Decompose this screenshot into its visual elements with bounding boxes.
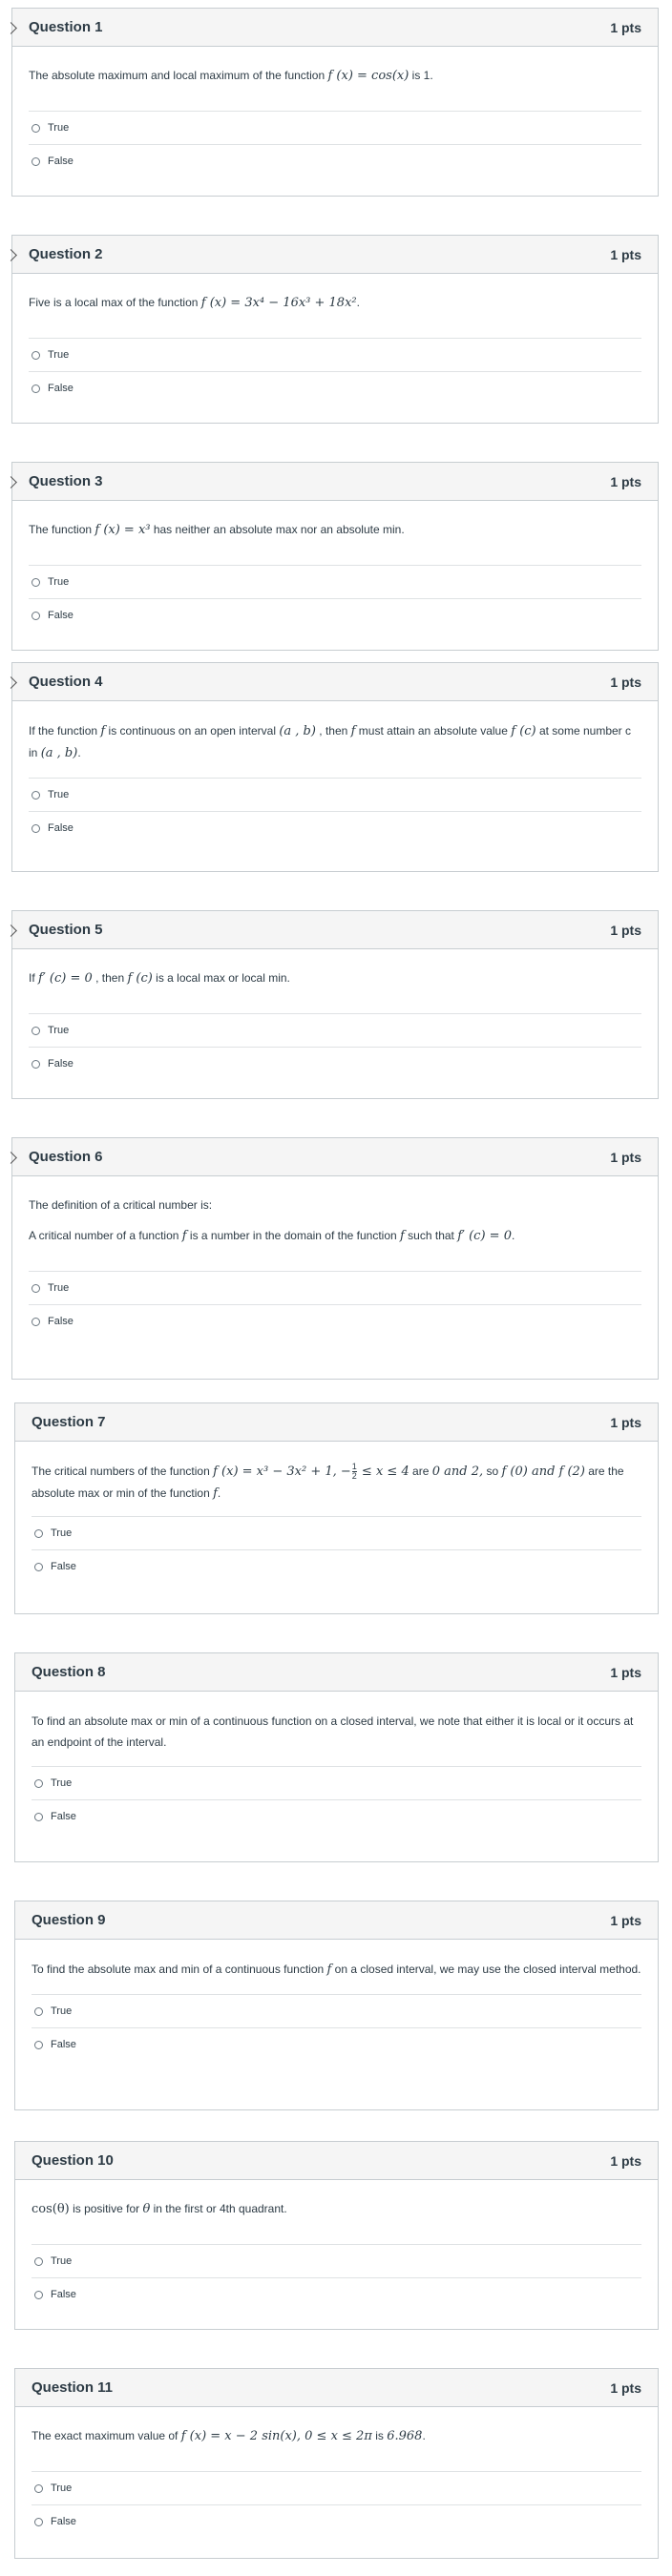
radio-false[interactable] [32, 824, 40, 833]
question-8 [14, 1652, 659, 1862]
question-1 [11, 8, 659, 197]
question-points: 1 pts [610, 246, 641, 262]
radio-false[interactable] [32, 612, 40, 620]
question-6 [11, 1137, 659, 1380]
answer-true[interactable]: True [29, 1271, 641, 1304]
radio-true[interactable] [34, 2484, 43, 2493]
question-title: Question 2 [29, 246, 103, 262]
answer-false[interactable]: False [32, 2277, 641, 2311]
radio-true[interactable] [32, 124, 40, 133]
answer-true[interactable]: True [29, 338, 641, 371]
question-header [15, 1901, 658, 1940]
question-text: The definition of a critical number is: A critical number of a function f is a number in the domain of the function f such that f′ (c) = 0. [29, 1198, 515, 1243]
radio-true[interactable] [34, 2257, 43, 2266]
answer-false[interactable]: False [32, 2027, 641, 2061]
question-points: 1 pts [610, 1149, 641, 1165]
question-header [12, 463, 658, 501]
question-text: The exact maximum value of f (x) = x − 2 sin(x), 0 ≤ x ≤ 2π is 6.968. [32, 2429, 426, 2443]
question-7 [14, 1402, 659, 1614]
question-text: cos(θ) is positive for θ in the first or 4th quadrant. [32, 2202, 287, 2216]
radio-false[interactable] [34, 1563, 43, 1571]
question-points: 1 pts [610, 674, 641, 690]
question-4 [11, 662, 659, 872]
question-9 [14, 1901, 659, 2110]
question-title: Question 3 [29, 473, 103, 489]
answer-true[interactable]: True [29, 111, 641, 144]
answer-true[interactable]: True [29, 1013, 641, 1047]
question-header [12, 1138, 658, 1176]
question-3 [11, 462, 659, 651]
question-11 [14, 2368, 659, 2559]
answer-false[interactable]: False [29, 811, 641, 844]
answer-false[interactable]: False [29, 371, 641, 405]
question-text: The absolute maximum and local maximum of the function f (x) = cos(x) is 1. [29, 69, 433, 83]
answer-true[interactable]: True [32, 2244, 641, 2277]
question-text: The critical numbers of the function f (x) = x³ − 3x² + 1, − $\frac{1}{2}$ ≤ x ≤ 4 are 0 and 2, so f (0) and f (2) are the absolute max or min of the function f. [32, 1462, 624, 1501]
question-text: To find the absolute max and min of a continuous function f on a closed interval, we may use the closed interval method. [32, 1963, 641, 1977]
question-points: 1 pts [610, 2379, 641, 2396]
question-5 [11, 910, 659, 1099]
question-points: 1 pts [610, 1414, 641, 1430]
question-title: Question 8 [32, 1664, 106, 1680]
answer-false[interactable]: False [32, 1799, 641, 1833]
question-header [12, 236, 658, 274]
question-points: 1 pts [610, 1664, 641, 1680]
question-header [15, 1403, 658, 1442]
question-text: To find an absolute max or min of a continuous function on a closed interval, we note that either it is local or it occurs at an endpoint of the interval. [32, 1714, 634, 1749]
question-title: Question 7 [32, 1414, 106, 1430]
question-title: Question 4 [29, 674, 103, 690]
answer-false[interactable]: False [29, 598, 641, 632]
radio-true[interactable] [32, 1284, 40, 1293]
radio-false[interactable] [32, 1060, 40, 1069]
question-header [15, 2369, 658, 2407]
question-title: Question 5 [29, 922, 103, 938]
radio-true[interactable] [34, 1779, 43, 1788]
question-points: 1 pts [610, 473, 641, 489]
question-points: 1 pts [610, 922, 641, 938]
answer-true[interactable]: True [32, 2471, 641, 2504]
question-points: 1 pts [610, 2152, 641, 2169]
question-title: Question 11 [32, 2379, 114, 2396]
question-title: Question 10 [32, 2152, 114, 2169]
radio-true[interactable] [32, 791, 40, 800]
radio-false[interactable] [34, 2041, 43, 2049]
question-title: Question 1 [29, 19, 103, 35]
question-points: 1 pts [610, 19, 641, 35]
answer-false[interactable]: False [32, 2504, 641, 2538]
answer-false[interactable]: False [29, 1047, 641, 1080]
radio-false[interactable] [32, 384, 40, 393]
answer-true[interactable]: True [32, 1994, 641, 2027]
question-10 [14, 2141, 659, 2330]
answer-false[interactable]: False [29, 1304, 641, 1338]
question-text: The function f (x) = x³ has neither an absolute max nor an absolute min. [29, 523, 405, 537]
question-header [15, 2142, 658, 2180]
question-text: If the function f is continuous on an open interval (a , b) , then f must attain an absolute value f (c) at some number c in (a , b). [29, 724, 631, 760]
answer-true[interactable]: True [32, 1516, 641, 1549]
answer-false[interactable]: False [29, 144, 641, 177]
radio-false[interactable] [32, 157, 40, 166]
answer-true[interactable]: True [32, 1766, 641, 1799]
answer-true[interactable]: True [29, 565, 641, 598]
radio-true[interactable] [32, 1027, 40, 1035]
radio-true[interactable] [34, 2007, 43, 2016]
question-2 [11, 235, 659, 424]
radio-true[interactable] [32, 351, 40, 360]
radio-false[interactable] [34, 1813, 43, 1821]
question-text: If f′ (c) = 0 , then f (c) is a local max or local min. [29, 971, 290, 986]
answer-true[interactable]: True [29, 778, 641, 811]
question-points: 1 pts [610, 1912, 641, 1928]
question-title: Question 9 [32, 1912, 106, 1928]
question-header [12, 9, 658, 47]
question-text: Five is a local max of the function f (x) = 3x⁴ − 16x³ + 18x². [29, 296, 360, 310]
question-title: Question 6 [29, 1149, 103, 1165]
radio-false[interactable] [32, 1318, 40, 1326]
answer-false[interactable]: False [32, 1549, 641, 1583]
question-header [12, 911, 658, 949]
radio-true[interactable] [32, 578, 40, 587]
radio-true[interactable] [34, 1529, 43, 1538]
radio-false[interactable] [34, 2518, 43, 2526]
question-header [12, 663, 658, 701]
question-header [15, 1653, 658, 1692]
radio-false[interactable] [34, 2291, 43, 2299]
